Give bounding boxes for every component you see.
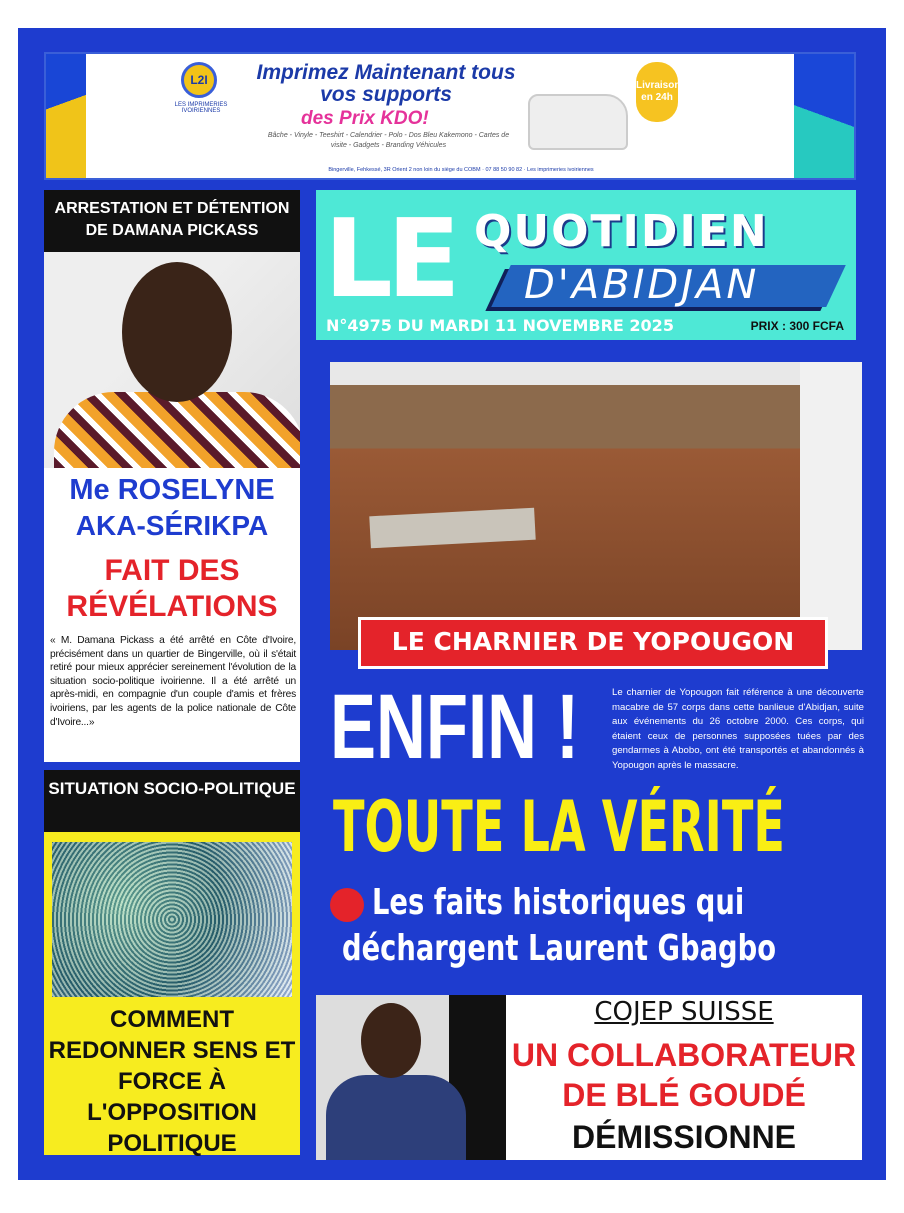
advertisement-banner[interactable] (44, 52, 856, 180)
cojep-kicker: COJEP SUISSE (594, 997, 774, 1027)
ad-logo-caption: LES IMPRIMERIES IVOIRIENNES (174, 102, 228, 114)
name-line: Me ROSELYNE (69, 474, 275, 506)
masthead-abidjan: D'ABIDJAN (524, 262, 760, 308)
enfin-headline[interactable]: ENFIN ! (330, 676, 580, 778)
woman-image (686, 60, 796, 180)
van-image (528, 94, 628, 150)
opposition-article[interactable] (44, 832, 300, 1155)
price: PRIX : 300 FCFA (750, 319, 844, 333)
masthead (316, 190, 856, 340)
charnier-label: LE CHARNIER DE YOPOUGON (358, 617, 828, 669)
verite-headline[interactable]: TOUTE LA VÉRITÉ (333, 786, 785, 868)
red-bullet-icon (330, 888, 364, 922)
name-line: AKA-SÉRIKPA (75, 510, 269, 541)
masthead-quotidien: QUOTIDIEN (474, 206, 769, 257)
photo-face (122, 262, 232, 402)
photo-shirt (54, 392, 300, 468)
ad-logo: L2I (181, 62, 217, 98)
crowd-photo (52, 842, 292, 997)
arrest-header: ARRESTATION ET DÉTENTION DE DAMANA PICKASS (44, 190, 300, 252)
situation-header: SITUATION SOCIO-POLITIQUE (44, 770, 300, 832)
cojep-article[interactable] (316, 995, 862, 1160)
charnier-photo (330, 362, 862, 650)
opposition-title: COMMENT REDONNER SENS ET FORCE À L'OPPOSITION POLITIQUE (48, 1006, 296, 1157)
photo-suit (326, 1075, 466, 1160)
revelations-headline: RÉVÉLATIONS (66, 590, 278, 623)
faits-subheadline: déchargent Laurent Gbagbo (342, 928, 776, 969)
ad-badge: Livraison en 24h (636, 62, 678, 122)
cojep-headline-demission: DÉMISSIONNE (571, 1119, 797, 1155)
pickass-photo (44, 252, 300, 468)
photo-face (361, 1003, 421, 1078)
faits-subheadline: Les faits historiques qui (372, 882, 745, 923)
ad-decoration (46, 54, 86, 178)
photo-person (800, 362, 862, 650)
speaker-photo (316, 995, 506, 1160)
masthead-le: LE (324, 197, 455, 322)
issue-date: N°4975 DU MARDI 11 NOVEMBRE 2025 (326, 316, 674, 335)
ad-services: Bâche - Vinyle - Teeshirt - Calendrier - Polo - Dos Bleu Kakemono - Cartes de visite - Gadgets - Branding Véhicules (267, 132, 510, 149)
ad-headline: Imprimez Maintenant tous vos supports (256, 61, 516, 106)
cojep-headline: UN COLLABORATEUR (511, 1037, 857, 1073)
revelations-headline: FAIT DES (104, 554, 240, 587)
photo-sheet (369, 508, 535, 549)
ad-promo: des Prix KDO! (301, 108, 429, 129)
charnier-paragraph: Le charnier de Yopougon fait référence à une découverte macabre de 57 corps dans cette banlieue d'Abidjan, suite aux événements du 26 octobre 2000. Ces corps, qui étaient ceux de personnes supposées tuées par des gendarmes à Abobo, ont été transportés et abandonnés à Yopougon après le massacre. (612, 687, 864, 771)
revelations-article[interactable] (44, 468, 300, 762)
quote-text: « M. Damana Pickass a été arrêté en Côte d'Ivoire, précisément dans un quartier de Bingerville, où il s'était retiré pour mieux apprécier sereinement l'évolution de la situation socio-politique ivoirienne. Il a été arrêté un après-midi, en compagnie d'un couple d'amis et frères ivoiriens, par les agents de la police nationale de Côte d'Ivoire...» (50, 635, 296, 728)
cojep-headline: DE BLÉ GOUDÉ (562, 1077, 806, 1113)
ad-address: Bingerville, Fehkessé, 3R Orient 2 non loin du siège du COBM · 07 88 50 90 82 · Les imprimeries ivoiriennes (328, 167, 594, 173)
ad-decoration (794, 54, 854, 178)
